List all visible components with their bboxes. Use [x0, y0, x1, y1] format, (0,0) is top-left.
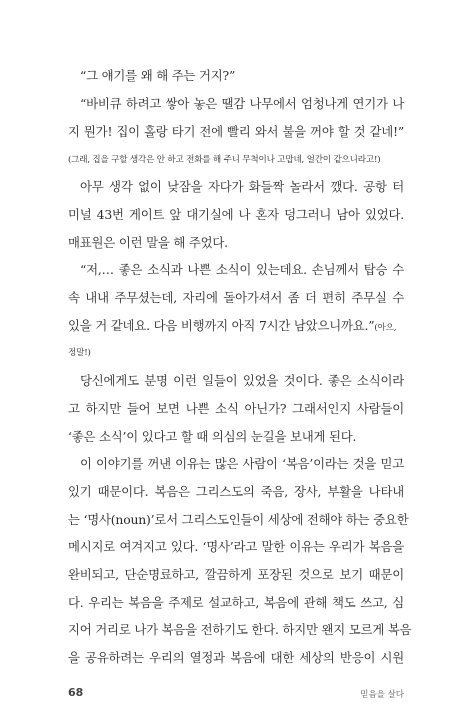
text-line: 메시지로 여겨지고 있다. ‘명사’라고 말한 이유는 우리가 복음을	[68, 539, 404, 554]
text-line: ‘좋은 소식’이 있다고 할 때 의심의 눈길을 보내게 된다.	[68, 429, 357, 444]
text-line: (그래, 집을 구할 생각은 안 하고 전화를 해 주니 무척이나 고맙네, 얼간이 같으니라고!)	[68, 155, 381, 165]
text-line: 고 하지만 들어 보면 나쁜 소식 아닌가? 그래서인지 사람들이	[68, 401, 404, 416]
page-number: 68	[68, 686, 84, 699]
text-line-aside: (아으,	[374, 323, 397, 333]
text-line: 완비되고, 단순명료하고, 깔끔하게 포장된 것으로 보기 때문이	[68, 567, 404, 582]
text-line: 지 뭔가! 집이 홀랑 타기 전에 빨리 와서 불을 꺼야 할 것 같네!”	[68, 124, 404, 139]
text-line: 정말!)	[68, 348, 91, 358]
text-line	[68, 318, 396, 336]
text-line: 미널 43번 게이트 앞 대기실에 나 혼자 덩그러니 남아 있었다.	[68, 207, 404, 222]
text-line: 당신에게도 분명 이런 일들이 있었을 것이다. 좋은 소식이라	[80, 373, 404, 388]
text-line: “그 얘기를 왜 해 주는 거지?”	[80, 68, 236, 83]
text-line: 아무 생각 없이 낮잠을 자다가 화들짝 놀라서 깼다. 공항 터	[80, 179, 404, 194]
running-footer-title: 믿음을 살다	[360, 690, 404, 700]
text-line: 있기 때문이다. 복음은 그리스도의 죽음, 장사, 부활을 나타내	[68, 484, 404, 499]
text-line: 매표원은 이런 말을 해 주었다.	[68, 235, 228, 250]
text-line: “바비큐 하려고 쌓아 놓은 땔감 나무에서 엄청나게 연기가 나	[80, 96, 404, 111]
text-line: 을 공유하려는 우리의 열정과 복음에 대한 세상의 반응이 시원	[68, 650, 404, 665]
text-line: 이 이야기를 꺼낸 이유는 많은 사람이 ‘복음’이라는 것을 믿고	[80, 456, 404, 471]
text-line: 지어 거리로 나가 복음을 전하기도 한다. 하지만 왠지 모르게 복음	[68, 622, 412, 637]
text-line: 속 내내 주무셨는데, 자리에 돌아가셔서 좀 더 편히 주무실 수	[68, 290, 404, 305]
text-line-main: 있을 거 같네요. 다음 비행까지 아직 7시간 남았으니까요.”	[68, 318, 375, 333]
text-line: 는 ‘명사(noun)’로서 그리스도인들이 세상에 전해야 하는 중요한	[68, 512, 409, 527]
text-line: “저,… 좋은 소식과 나쁜 소식이 있는데요. 손님께서 탑승 수	[80, 262, 404, 277]
text-line: 다. 우리는 복음을 주제로 설교하고, 복음에 관해 책도 쓰고, 심	[68, 595, 404, 610]
